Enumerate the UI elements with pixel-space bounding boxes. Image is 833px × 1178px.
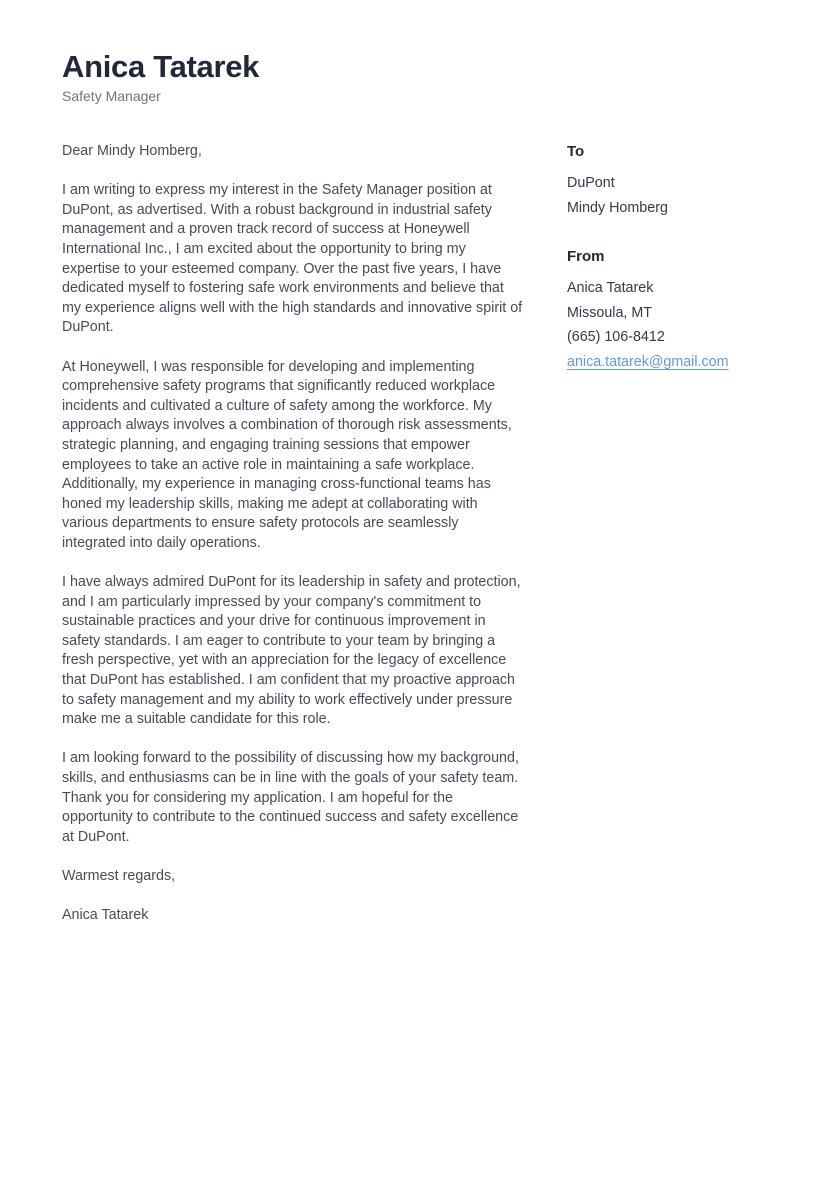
email-link[interactable]: anica.tatarek@gmail.com: [567, 353, 729, 370]
recipient-name: Mindy Homberg: [567, 199, 668, 216]
applicant-job-title: Safety Manager: [62, 88, 161, 104]
letter-closing: Warmest regards,: [62, 867, 176, 884]
sender-name: Anica Tatarek: [567, 280, 654, 297]
from-section: [567, 247, 797, 374]
to-section: [567, 142, 797, 220]
sender-phone: (665) 106-8412: [567, 329, 665, 346]
contact-sidebar: [567, 142, 797, 375]
to-heading: To: [567, 143, 585, 160]
document-header: [62, 50, 259, 105]
from-heading: From: [567, 248, 605, 266]
letter-salutation: Dear Mindy Homberg,: [62, 143, 202, 159]
applicant-name-heading: Anica Tatarek: [62, 49, 260, 84]
letter-body: [62, 142, 524, 926]
letter-paragraph: At Honeywell, I was responsible for developing and implementing comprehensive safety programs that significantly reduced workplace incidents and cultivated a culture of safety among the workforce. My approach always involves a combination of thorough risk assessments, strategic planning, and engaging training sessions that empower employees to take an active role in maintaining a safe workplace. Additionally, my experience in managing cross-functional teams has honed my leadership skills, making me adept at collaborating with various departments to ensure safety protocols are seamlessly integrated into daily operations.: [62, 358, 512, 551]
letter-paragraph: I am writing to express my interest in the Safety Manager position at DuPont, as advertised. With a robust background in industrial safety management and a proven track record of success at Honeywell International Inc., I am excited about the opportunity to bring my expertise to your esteemed company. Over the past five years, I have dedicated myself to fostering safe work environments and believe that my experience aligns well with the high standards and innovative spirit of DuPont.: [62, 182, 523, 336]
letter-paragraph: I have always admired DuPont for its leadership in safety and protection, and I am particularly impressed by your company's commitment to sustainable practices and your drive for continuous improvement in safety standards. I am eager to contribute to your team by bringing a fresh perspective, yet with an appreciation for the legacy of excellence that DuPont has established. I am confident that my proactive approach to safety management and my ability to work effectively under pressure make me a suitable candidate for this role.: [62, 574, 521, 728]
sender-location: Missoula, MT: [567, 304, 652, 321]
recipient-company: DuPont: [567, 175, 615, 191]
letter-signature: Anica Tatarek: [62, 907, 149, 924]
letter-paragraph: I am looking forward to the possibility of discussing how my background, skills, and enthusiasms can be in line with the goals of your safety team. Thank you for considering my application. I am hopeful for the opportunity to contribute to the continued success and safety excellence at DuPont.: [62, 750, 519, 845]
